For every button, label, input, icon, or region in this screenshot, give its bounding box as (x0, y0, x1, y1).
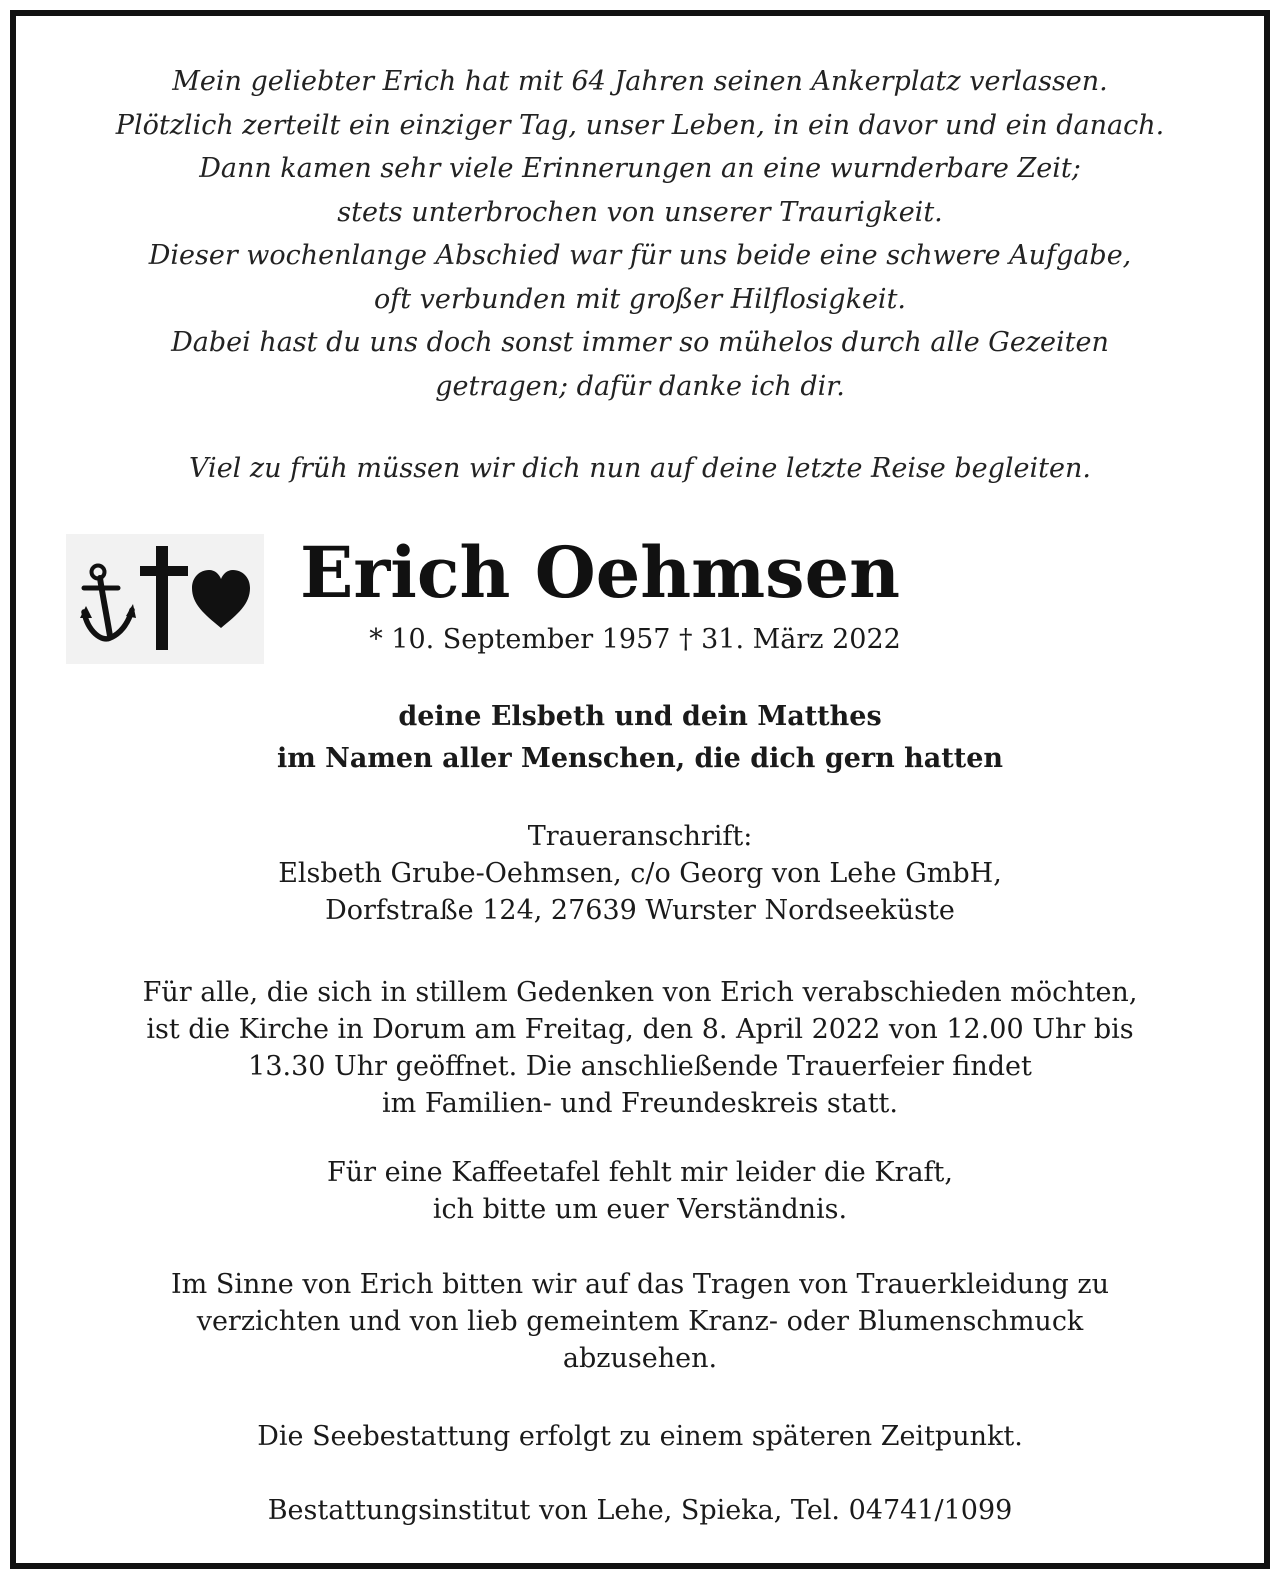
faith-love-hope-symbols (66, 534, 264, 664)
poem-closing: Viel zu früh müssen wir dich nun auf deine letzte Reise begleiten. (189, 453, 1091, 484)
farewell-line: 13.30 Uhr geöffnet. Die anschließende Trauerfeier findet (248, 1051, 1032, 1082)
signers (0, 696, 1280, 780)
cross-icon (136, 546, 192, 650)
poem (0, 60, 1280, 408)
life-dates: * 10. September 1957 † 31. März 2022 (369, 624, 901, 655)
poem-line: Mein geliebter Erich hat mit 64 Jahren seinen Ankerplatz verlassen. (172, 66, 1108, 97)
address-line: Dorfstraße 124, 27639 Wurster Nordseeküste (325, 895, 955, 926)
poem-line: oft verbunden mit großer Hilflosigkeit. (374, 283, 906, 315)
farewell-line: im Familien- und Freundeskreis statt. (382, 1088, 898, 1119)
dress-line: Im Sinne von Erich bitten wir auf das Tragen von Trauerkleidung zu (171, 1269, 1109, 1300)
poem-line: Dann kamen sehr viele Erinnerungen an eine wurnderbare Zeit; (199, 153, 1081, 184)
deceased-name: Erich Oehmsen (300, 531, 901, 614)
dress-line: abzusehen. (562, 1343, 718, 1374)
farewell-line: ist die Kirche in Dorum am Freitag, den 8. April 2022 von 12.00 Uhr bis (146, 1014, 1134, 1045)
address-label: Traueranschrift: (527, 821, 753, 852)
poem-line: getragen; dafür danke ich dir. (435, 370, 845, 402)
poem-line: Dieser wochenlange Abschied war für uns beide eine schwere Aufgabe, (148, 240, 1132, 271)
poem-line: stets unterbrochen von unserer Traurigkeit. (337, 196, 943, 228)
mourning-address (0, 818, 1280, 929)
anchor-icon (80, 562, 136, 648)
signers-line: deine Elsbeth und dein Matthes (398, 701, 882, 732)
coffee-line: Für eine Kaffeetafel fehlt mir leider die Kraft, (327, 1157, 953, 1188)
poem-line: Plötzlich zerteilt ein einziger Tag, unser Leben, in ein davor und ein danach. (115, 109, 1165, 141)
coffee-line: ich bitte um euer Verständnis. (432, 1194, 848, 1225)
signers-line: im Namen aller Menschen, die dich gern hatten (276, 743, 1004, 774)
coffee-notice (0, 1154, 1280, 1228)
heart-icon (190, 568, 252, 630)
farewell-notice (0, 974, 1280, 1122)
burial-notice: Die Seebestattung erfolgt zu einem späteren Zeitpunkt. (257, 1421, 1023, 1452)
farewell-line: Für alle, die sich in stillem Gedenken von Erich verabschieden möchten, (142, 977, 1138, 1008)
undertaker-line: Bestattungsinstitut von Lehe, Spieka, Tel. 04741/1099 (267, 1495, 1013, 1526)
poem-line: Dabei hast du uns doch sonst immer so mühelos durch alle Gezeiten (171, 327, 1109, 358)
dress-notice (0, 1266, 1280, 1377)
address-line: Elsbeth Grube-Oehmsen, c/o Georg von Lehe GmbH, (278, 858, 1002, 889)
dress-line: verzichten und von lieb gemeintem Kranz- oder Blumenschmuck (196, 1306, 1084, 1337)
